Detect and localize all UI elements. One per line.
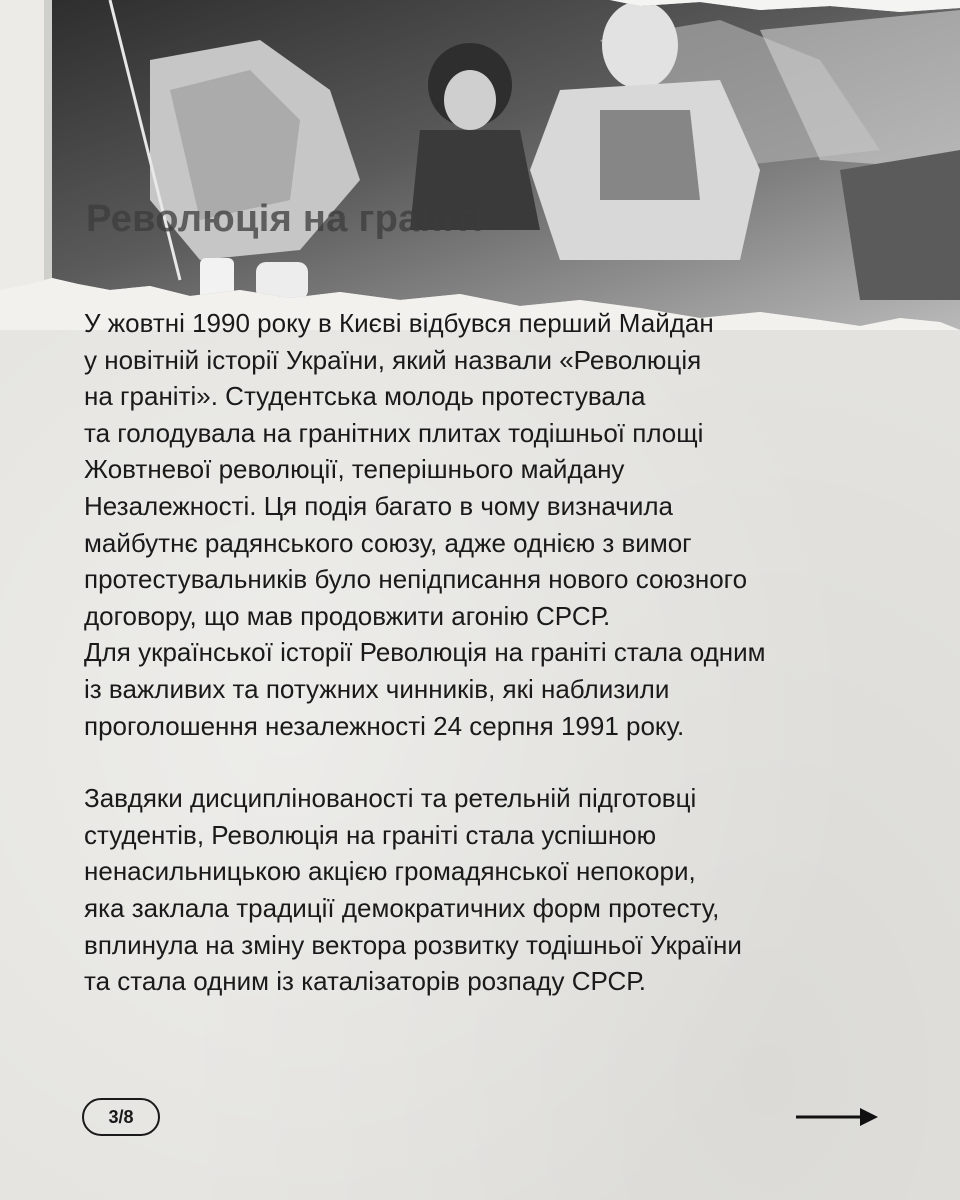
archive-photo bbox=[0, 0, 960, 330]
text-line: вплинула на зміну вектора розвитку тодішньої України bbox=[84, 929, 742, 960]
text-line: Для української історії Революція на граніті стала одним bbox=[84, 637, 766, 668]
text-line: та голодувала на гранітних плитах тодішньої площі bbox=[84, 417, 704, 448]
text-line: протестувальників було непідписання нового союзного bbox=[84, 564, 748, 595]
text-line: Завдяки дисциплінованості та ретельній підготовці bbox=[84, 783, 697, 814]
text-line: ненасильницькою акцією громадянської непокори, bbox=[84, 856, 696, 887]
text-line: У жовтні 1990 року в Києві відбувся перший Майдан bbox=[84, 308, 714, 338]
text-line: та стала одним із каталізаторів розпаду СРСР. bbox=[84, 966, 646, 997]
page-title: Революція на граніті bbox=[86, 198, 484, 240]
arrow-right-icon[interactable] bbox=[796, 1104, 880, 1130]
text-line: Жовтневої революції, теперішнього майдану bbox=[84, 454, 625, 485]
page-indicator: 3/8 bbox=[82, 1098, 160, 1136]
text-line: проголошення незалежності 24 серпня 1991 року. bbox=[84, 710, 685, 741]
article-body bbox=[84, 305, 884, 1000]
paragraph-2 bbox=[84, 780, 884, 1000]
text-line: Незалежності. Ця подія багато в чому визначила bbox=[84, 490, 673, 521]
text-line: на граніті». Студентська молодь протестувала bbox=[84, 381, 646, 412]
paragraph-1 bbox=[84, 305, 884, 744]
text-line: у новітній історії України, який назвали «Революція bbox=[84, 344, 702, 375]
text-line: студентів, Революція на граніті стала успішною bbox=[84, 819, 657, 850]
paragraph-spacer bbox=[84, 744, 884, 780]
text-line: із важливих та потужних чинників, які наблизили bbox=[84, 673, 670, 704]
text-line: яка заклала традиції демократичних форм протесту, bbox=[84, 892, 720, 923]
text-line: майбутнє радянського союзу, адже однією з вимог bbox=[84, 527, 692, 558]
text-line: договору, що мав продовжити агонію СРСР. bbox=[84, 600, 611, 631]
